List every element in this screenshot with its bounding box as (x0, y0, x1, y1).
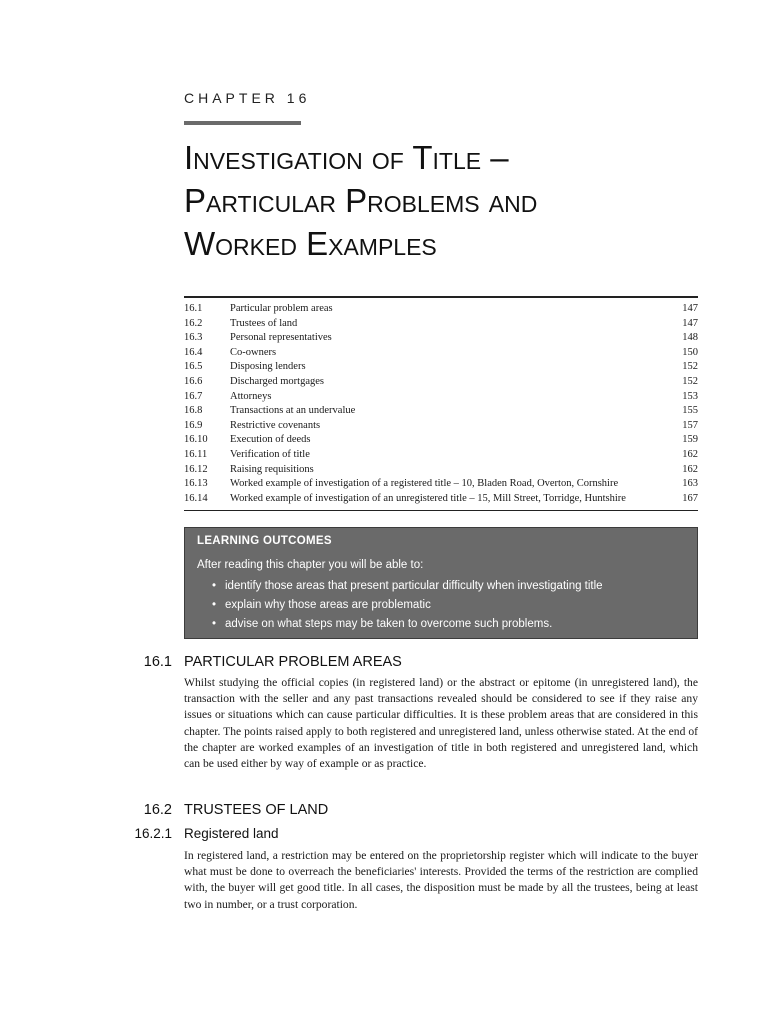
chapter-title-line: Worked Examples (184, 225, 437, 262)
toc-page: 163 (682, 478, 698, 490)
toc-row[interactable] (184, 433, 698, 448)
subsection-title: Registered land (184, 826, 279, 841)
toc-title: Worked example of investigation of a registered title – 10, Bladen Road, Overton, Cornshire (230, 478, 619, 490)
toc-page: 152 (682, 361, 698, 373)
toc-number: 16.5 (184, 361, 203, 373)
toc-title: Personal representatives (230, 332, 332, 344)
toc-page: 147 (682, 303, 698, 314)
toc-page: 155 (682, 405, 698, 417)
toc-page: 162 (682, 448, 698, 460)
section-heading (0, 653, 768, 671)
toc-row[interactable] (184, 360, 698, 375)
toc-number: 16.1 (184, 303, 203, 314)
toc-row[interactable] (184, 375, 698, 390)
chapter-label: CHAPTER 16 (184, 90, 311, 106)
toc-row[interactable] (184, 317, 698, 332)
section-paragraph: Whilst studying the official copies (in registered land) or the abstract or epitome (in unregistered land), the transaction with the seller and any past transactions revealed should be considered to see if they raise any issues or situations which can cause particular difficulties. It is these problem areas that are considered in this chapter. The points raised apply to both registered and unregistered land, unless otherwise stated. At the end of the chapter are worked examples of an investigation of title in both registered and unregistered land, which can be used either by way of example or as practice. (184, 676, 698, 771)
section-title: PARTICULAR PROBLEM AREAS (184, 654, 402, 670)
toc-page: 147 (682, 317, 698, 329)
table-of-contents (184, 296, 698, 511)
toc-number: 16.11 (184, 448, 208, 460)
toc-row[interactable] (184, 492, 698, 507)
toc-page: 153 (682, 390, 698, 402)
toc-title: Worked example of investigation of an unregistered title – 15, Mill Street, Torridge, Huntshire (230, 492, 626, 504)
chapter-title-line: Particular Problems and (184, 182, 538, 219)
section-heading (0, 801, 768, 819)
toc-number: 16.10 (184, 434, 208, 446)
toc-title: Disposing lenders (230, 361, 306, 373)
toc-page: 162 (682, 463, 698, 475)
toc-number: 16.14 (184, 492, 208, 504)
chapter-title-line: Investigation of Title – (184, 139, 509, 176)
toc-title: Transactions at an undervalue (230, 405, 356, 417)
learning-outcomes-box (184, 527, 698, 639)
learning-outcomes-intro: After reading this chapter you will be able to: (197, 559, 424, 571)
toc-title: Trustees of land (230, 317, 298, 329)
toc-number: 16.2 (184, 317, 203, 329)
toc-row[interactable] (184, 419, 698, 434)
toc-page: 152 (682, 375, 698, 387)
toc-row[interactable] (184, 404, 698, 419)
toc-row[interactable] (184, 346, 698, 361)
learning-outcomes-heading: LEARNING OUTCOMES (197, 535, 332, 547)
toc-number: 16.3 (184, 332, 203, 344)
learning-outcome-item: • explain why those areas are problematic (225, 596, 685, 615)
chapter-title (184, 136, 704, 265)
learning-outcomes-list (197, 577, 685, 634)
section-title: TRUSTEES OF LAND (184, 802, 329, 818)
toc-title: Particular problem areas (230, 303, 333, 314)
toc-number: 16.13 (184, 478, 208, 490)
toc-row[interactable] (184, 331, 698, 346)
toc-number: 16.8 (184, 405, 203, 417)
toc-row[interactable] (184, 302, 698, 317)
subsection-number: 16.2.1 (134, 826, 172, 841)
toc-page: 159 (682, 434, 698, 446)
toc-title: Raising requisitions (230, 463, 314, 475)
section-number: 16.2 (143, 802, 172, 818)
toc-page: 148 (682, 332, 698, 344)
toc-number: 16.6 (184, 375, 203, 387)
toc-title: Verification of title (230, 448, 310, 460)
section-16-2-1 (0, 825, 768, 911)
section-number: 16.1 (143, 654, 172, 670)
toc-page: 167 (682, 492, 698, 504)
subsection-heading (0, 825, 768, 843)
toc-title: Co-owners (230, 346, 277, 358)
toc-row[interactable] (184, 463, 698, 478)
toc-number: 16.4 (184, 346, 203, 358)
toc-number: 16.7 (184, 390, 203, 402)
toc-number: 16.12 (184, 463, 208, 475)
toc-row[interactable] (184, 390, 698, 405)
toc-title: Attorneys (230, 390, 272, 402)
section-16-1 (0, 653, 768, 771)
learning-outcome-item: • identify those areas that present particular difficulty when investigating title (225, 577, 685, 596)
subsection-paragraph: In registered land, a restriction may be entered on the proprietorship register which will indicate to the buyer what must be done to overreach the beneficiaries' interests. Provided the terms of the restriction are complied with, the buyer will get good title. In all cases, the disposition must be made by all the trustees, being at least two in number, or a trust corporation. (184, 849, 698, 911)
toc-page: 157 (682, 419, 698, 431)
toc-title: Discharged mortgages (230, 375, 324, 387)
toc-row[interactable] (184, 448, 698, 463)
toc-page: 150 (682, 346, 698, 358)
learning-outcome-item: • advise on what steps may be taken to overcome such problems. (225, 615, 685, 634)
chapter-rule (184, 121, 301, 125)
toc-number: 16.9 (184, 419, 203, 431)
toc-row[interactable] (184, 477, 698, 492)
toc-title: Restrictive covenants (230, 419, 321, 431)
toc-title: Execution of deeds (230, 434, 311, 446)
section-16-2 (0, 801, 768, 819)
